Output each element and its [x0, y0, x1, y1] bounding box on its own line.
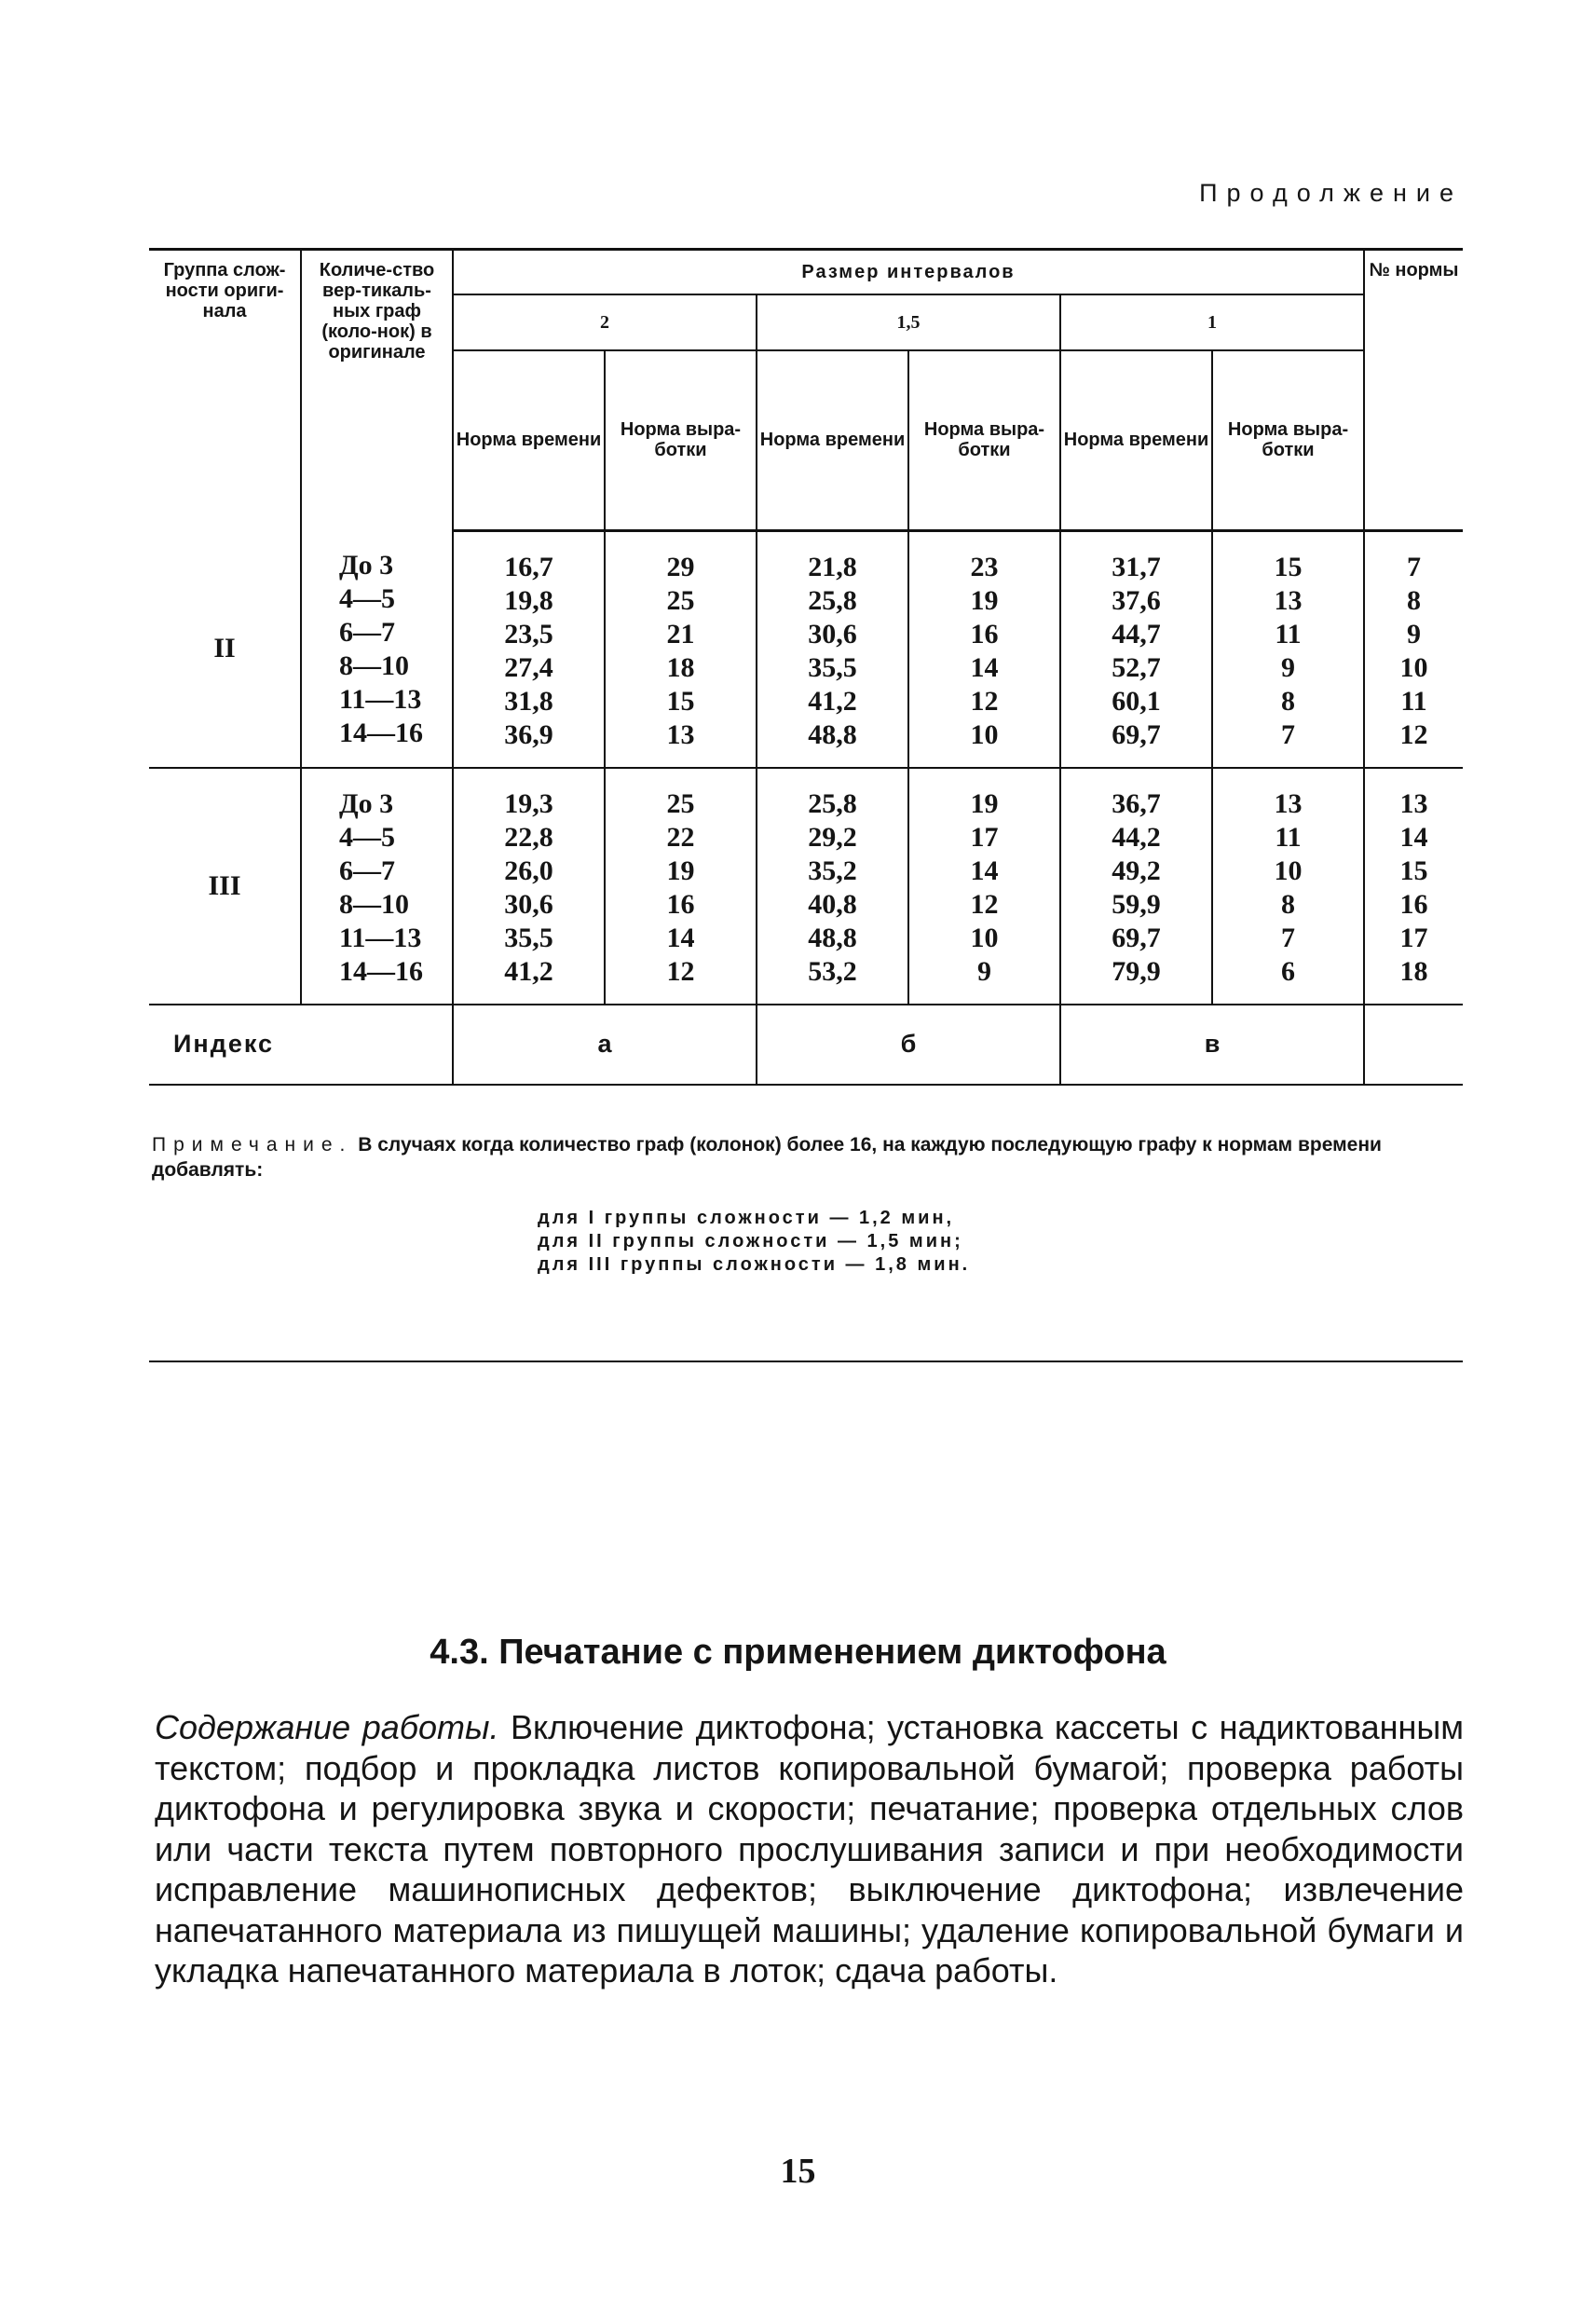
table-cell: 48,8	[808, 922, 857, 953]
index-a: а	[453, 1005, 757, 1085]
table-cell: 49,2	[1112, 855, 1161, 886]
table-cell: 14	[970, 855, 999, 886]
table-row	[149, 530, 1463, 768]
table-cell: 8	[1281, 685, 1295, 717]
table-cell: 44,7	[1112, 618, 1161, 650]
table-cell: До 3	[339, 550, 394, 581]
table-cell: 17	[1399, 922, 1428, 953]
index-v: в	[1060, 1005, 1364, 1085]
table-cell: 44,2	[1112, 821, 1161, 853]
output-col-1	[1212, 530, 1364, 768]
table-cell: 52,7	[1112, 651, 1161, 683]
table-cell: 15	[666, 685, 695, 717]
header-interval-2: 2	[453, 294, 757, 350]
table-cell: 48,8	[808, 718, 857, 750]
table-cell: 4—5	[339, 821, 395, 853]
header-time-norm: Норма времени	[1060, 350, 1212, 530]
table-cell: 13	[1399, 787, 1428, 819]
table-cell: До 3	[339, 787, 394, 819]
table-cell: 79,9	[1112, 955, 1161, 987]
note-prefix: Примечание.	[152, 1134, 353, 1156]
table-cell: 19	[666, 855, 695, 886]
header-group: Группа слож-ности ориги-нала	[149, 250, 301, 531]
note-list	[538, 1207, 970, 1277]
table-cell: 16	[970, 618, 999, 650]
note-item: для III группы сложности — 1,8 мин.	[538, 1254, 971, 1275]
table-cell: 27,4	[504, 651, 553, 683]
header-norm-number-cont	[1364, 350, 1463, 530]
section-title: 4.3. Печатание с применением диктофона	[430, 1633, 1166, 1672]
table-cell: 23,5	[504, 618, 553, 650]
time-col-1-5	[757, 530, 908, 768]
table-cell: 25	[666, 787, 695, 819]
output-col-1-5	[908, 768, 1060, 1005]
table-cell: 11	[1275, 821, 1302, 853]
table-cell: 12	[666, 955, 695, 987]
section-text: Включение диктофона; установка кассеты с надиктованным текстом; подбор и прокладка листов копировальной бумагой; проверка работы диктофона и регулировка звука и скорости; печатание; проверка отдельных слов или части текста путем повторного прослушивания записи и при необходимости исправление машинописных дефектов; выключение диктофона; извлечение напечатанного материала из пишущей машины; удаление копировальной бумаги и укладка напечатанного материала в лоток; сдача работы.	[155, 1708, 1464, 1990]
section-body	[155, 1707, 1464, 1991]
table-cell: 10	[970, 718, 999, 750]
norm-number-col	[1364, 530, 1463, 768]
table-cell: 14	[970, 651, 999, 683]
header-output-norm: Норма выра-ботки	[908, 350, 1060, 530]
table-cell: 19,8	[504, 584, 553, 616]
divider	[149, 1361, 1463, 1362]
table-cell: 7	[1281, 922, 1295, 953]
table-cell: 12	[1399, 718, 1428, 750]
header-time-norm: Норма времени	[757, 350, 908, 530]
table-cell: 19	[970, 584, 999, 616]
table-cell: 8—10	[339, 888, 409, 920]
table-cell: 21	[666, 618, 695, 650]
output-col-2	[605, 530, 757, 768]
table-row	[149, 768, 1463, 1005]
time-col-1-5	[757, 768, 908, 1005]
table-cell: 19,3	[504, 787, 553, 819]
table-cell: 17	[970, 821, 999, 853]
table-cell: 11	[1400, 685, 1427, 717]
table-cell: 8—10	[339, 650, 409, 681]
table-cell: 31,7	[1112, 551, 1161, 582]
table-cell: 14	[666, 922, 695, 953]
table-cell: 11—13	[339, 684, 422, 715]
table-cell: 35,5	[808, 651, 857, 683]
header-output-norm: Норма выра-ботки	[605, 350, 757, 530]
table-cell: 25	[666, 584, 695, 616]
table-cell: 9	[1407, 618, 1422, 650]
group-block	[149, 530, 1463, 768]
continuation-label: Продолжение	[1199, 179, 1463, 207]
table-cell: 11	[1275, 618, 1302, 650]
page-number: 15	[780, 2152, 816, 2191]
table-cell: 30,6	[808, 618, 857, 650]
table-cell: 23	[970, 551, 999, 582]
table-cell: 8	[1281, 888, 1295, 920]
table-cell: 37,6	[1112, 584, 1161, 616]
table-cell: 18	[666, 651, 695, 683]
table-cell: 11—13	[339, 922, 422, 953]
table-cell: 12	[970, 685, 999, 717]
table-cell: 18	[1399, 955, 1428, 987]
table-cell: 41,2	[504, 955, 553, 987]
note-item: для I группы сложности — 1,2 мин,	[538, 1208, 955, 1228]
count-col	[301, 530, 453, 768]
output-col-1	[1212, 768, 1364, 1005]
header-count: Количе-ство вер-тикаль-ных граф (коло-нок) в оригинале	[301, 250, 453, 531]
table-cell: 14—16	[339, 718, 423, 748]
table-cell: 13	[1274, 787, 1303, 819]
table-note	[152, 1132, 1461, 1183]
table-cell: 13	[666, 718, 695, 750]
table-cell: 59,9	[1112, 888, 1161, 920]
table-cell: 40,8	[808, 888, 857, 920]
table-cell: 6—7	[339, 617, 395, 648]
time-col-2	[453, 530, 605, 768]
group-label: III	[149, 768, 301, 1005]
table-cell: 25,8	[808, 584, 857, 616]
index-row	[149, 1005, 1463, 1085]
table-cell: 10	[1274, 855, 1303, 886]
table-cell: 41,2	[808, 685, 857, 717]
index-empty	[1364, 1005, 1463, 1085]
table-cell: 12	[970, 888, 999, 920]
table-cell: 7	[1281, 718, 1295, 750]
table-cell: 21,8	[808, 551, 857, 582]
group-label: II	[149, 530, 301, 768]
table-cell: 19	[970, 787, 999, 819]
table-cell: 4—5	[339, 583, 395, 614]
header-interval-1-5: 1,5	[757, 294, 1060, 350]
table-cell: 31,8	[504, 685, 553, 717]
index-label: Индекс	[149, 1005, 453, 1085]
table-cell: 22,8	[504, 821, 553, 853]
norm-number-col	[1364, 768, 1463, 1005]
table-cell: 53,2	[808, 955, 857, 987]
table-cell: 10	[970, 922, 999, 953]
table-cell: 26,0	[504, 855, 553, 886]
count-col	[301, 768, 453, 1005]
note-item: для II группы сложности — 1,5 мин;	[538, 1231, 963, 1251]
table-cell: 10	[1399, 651, 1428, 683]
time-col-1	[1060, 530, 1212, 768]
output-col-2	[605, 768, 757, 1005]
table-cell: 29	[666, 551, 695, 582]
table-cell: 36,9	[504, 718, 553, 750]
table-cell: 7	[1407, 551, 1422, 582]
table-cell: 22	[666, 821, 695, 853]
table-cell: 69,7	[1112, 718, 1161, 750]
header-time-norm: Норма времени	[453, 350, 605, 530]
output-col-1-5	[908, 530, 1060, 768]
header-interval-1: 1	[1060, 294, 1364, 350]
table-cell: 16	[666, 888, 695, 920]
index-b: б	[757, 1005, 1060, 1085]
section-lead: Содержание работы.	[155, 1708, 499, 1746]
table-cell: 35,5	[504, 922, 553, 953]
table-cell: 29,2	[808, 821, 857, 853]
time-col-1	[1060, 768, 1212, 1005]
table-cell: 9	[1281, 651, 1295, 683]
table-cell: 16	[1399, 888, 1428, 920]
table-cell: 9	[977, 955, 991, 987]
table-cell: 25,8	[808, 787, 857, 819]
table-cell: 15	[1399, 855, 1428, 886]
table-cell: 6—7	[339, 855, 395, 886]
table-cell: 16,7	[504, 551, 553, 582]
table-cell: 36,7	[1112, 787, 1161, 819]
table-cell: 13	[1274, 584, 1303, 616]
table-cell: 8	[1407, 584, 1422, 616]
table-cell: 14	[1399, 821, 1428, 853]
table-cell: 14—16	[339, 955, 423, 987]
header-output-norm: Норма выра-ботки	[1212, 350, 1364, 530]
time-col-2	[453, 768, 605, 1005]
table-cell: 35,2	[808, 855, 857, 886]
table-cell: 69,7	[1112, 922, 1161, 953]
table-cell: 6	[1281, 955, 1295, 987]
norms-table	[149, 248, 1463, 1086]
group-block	[149, 768, 1463, 1005]
header-norm-number: № нормы	[1364, 250, 1463, 350]
note-text: В случаях когда количество граф (колонок) более 16, на каждую последующую графу к нормам времени добавлять:	[152, 1134, 1382, 1181]
header-interval-size: Размер интервалов	[453, 250, 1364, 294]
table-cell: 60,1	[1112, 685, 1161, 717]
table-cell: 15	[1274, 551, 1303, 582]
table-cell: 30,6	[504, 888, 553, 920]
